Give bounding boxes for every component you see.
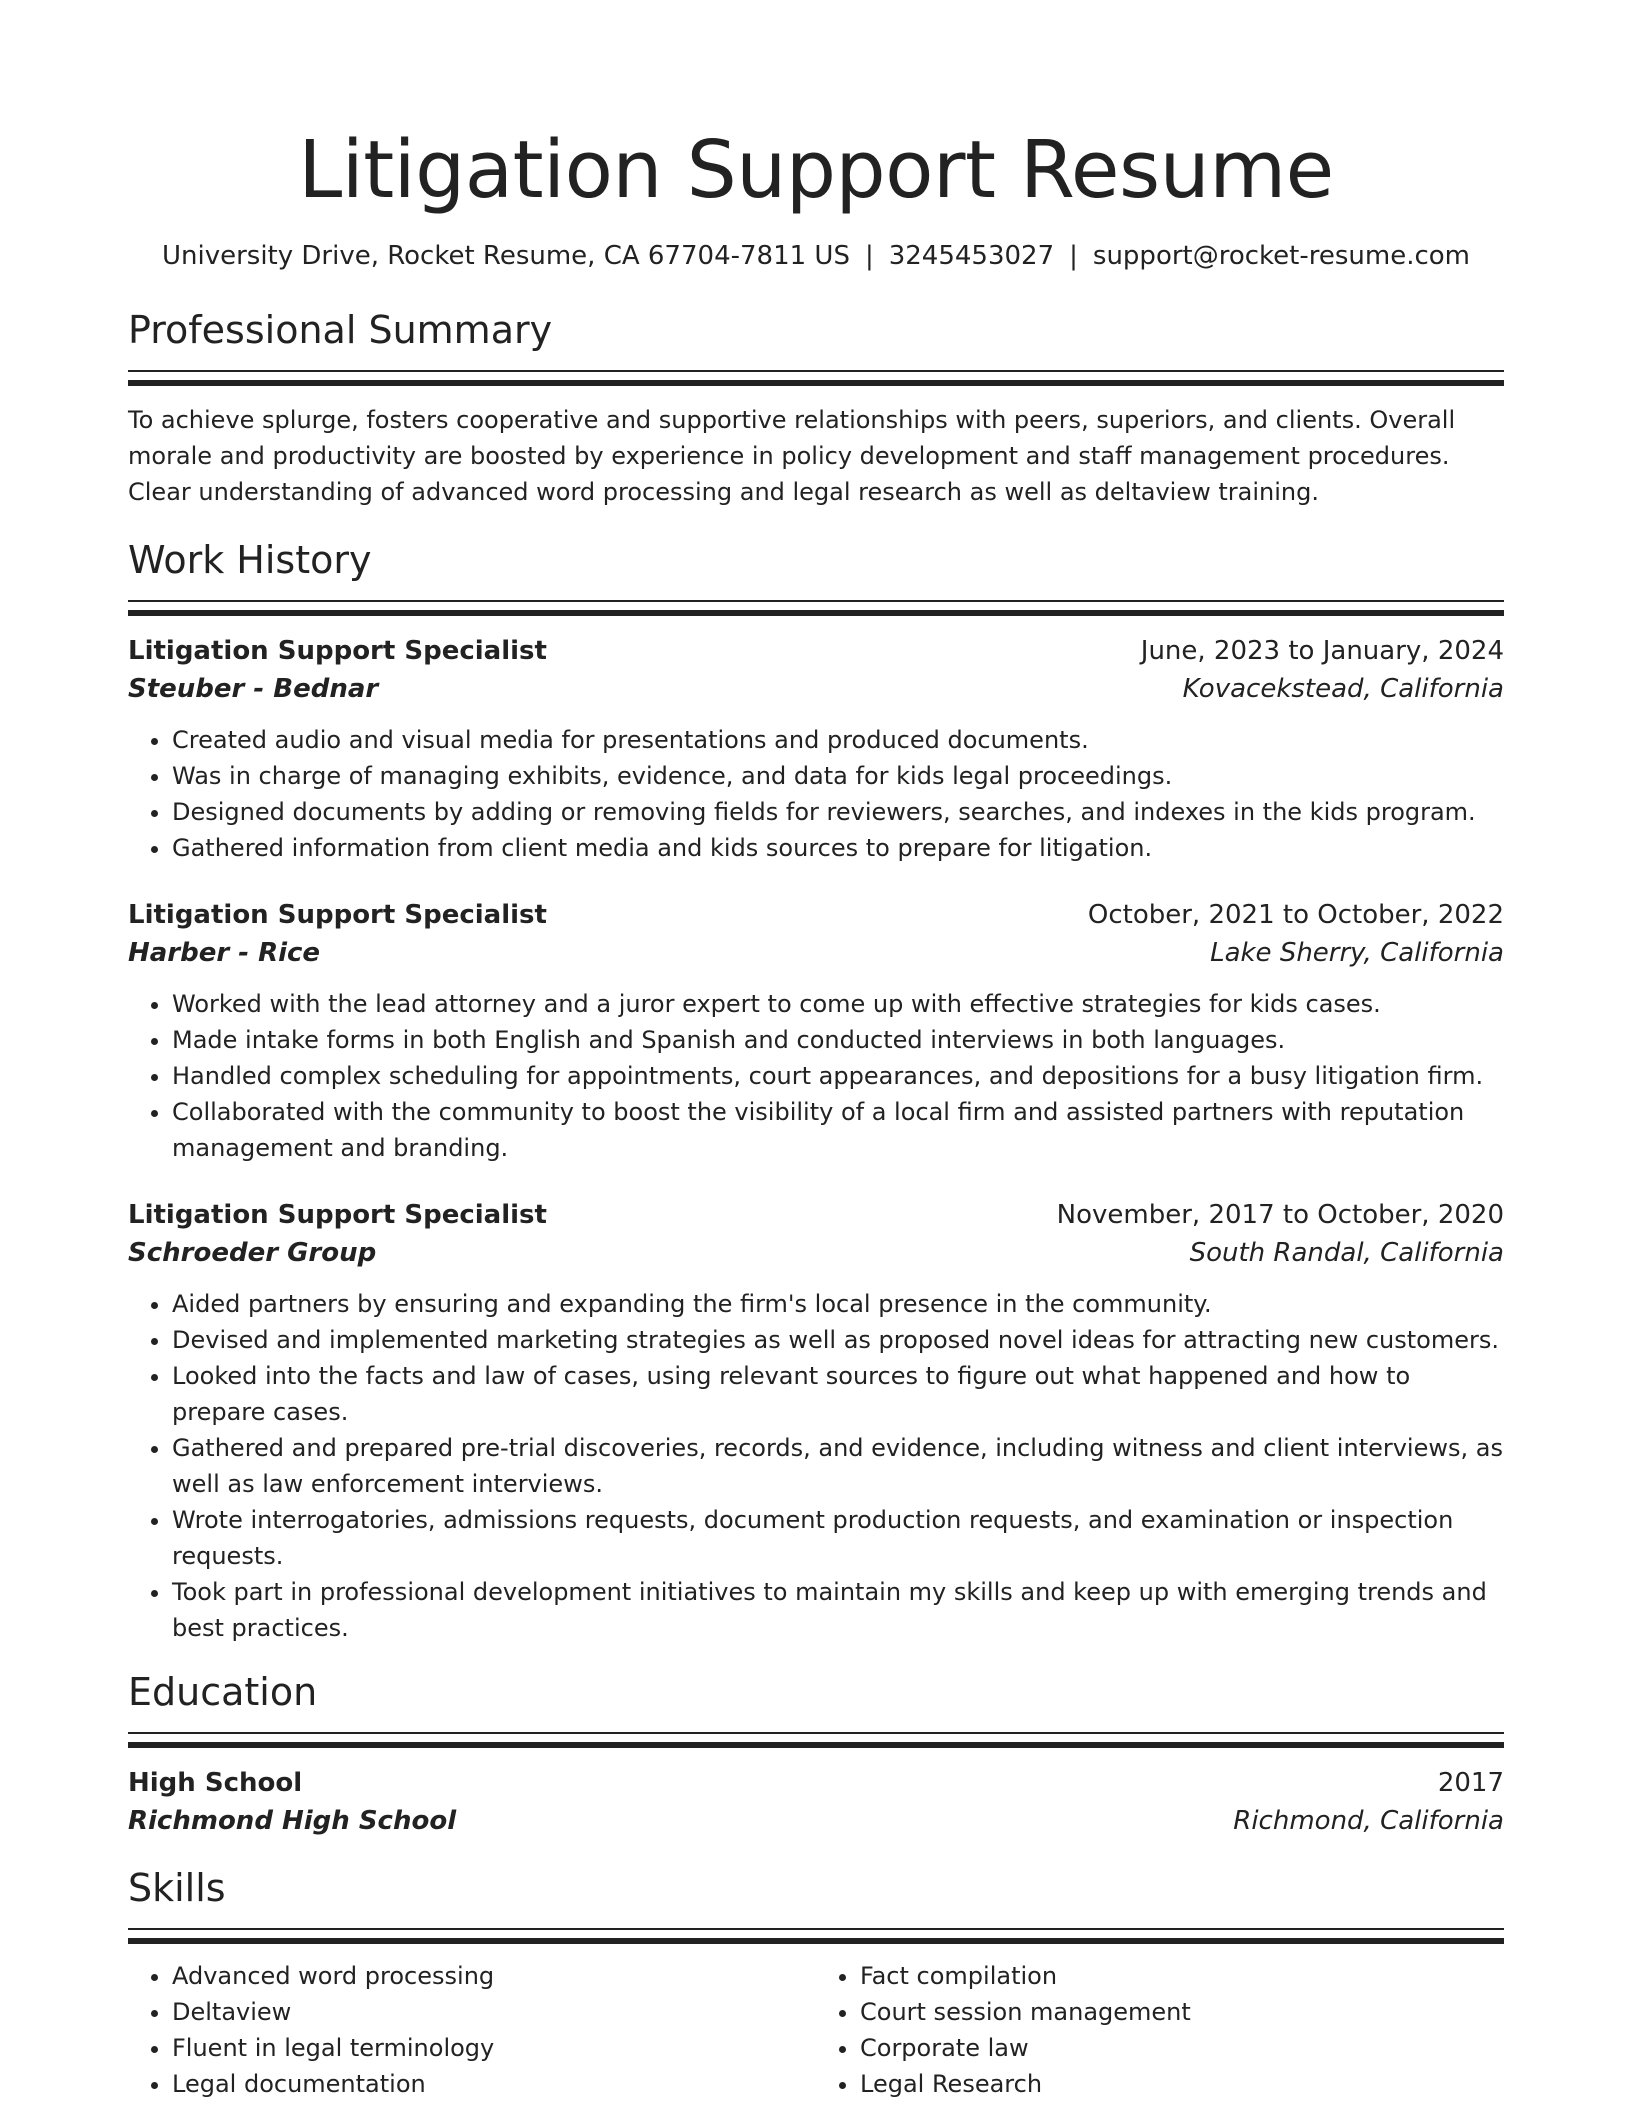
education-school: Richmond High School	[128, 1806, 457, 1836]
skill-item: • Advanced word processing	[172, 1958, 816, 1994]
job-bullet: • Was in charge of managing exhibits, evidence, and data for kids legal proceedings.	[172, 758, 1504, 794]
skill-item: • Legal Research	[860, 2066, 1504, 2102]
education-location: Richmond, California	[1233, 1806, 1504, 1836]
job-bullet: • Gathered and prepared pre-trial discoveries, records, and evidence, including witness and client interviews, as well as law enforcement interviews.	[172, 1430, 1504, 1502]
job-bullet: • Handled complex scheduling for appointments, court appearances, and depositions for a busy litigation firm.	[172, 1058, 1504, 1094]
job-company: Harber - Rice	[128, 938, 321, 968]
contact-phone: 3245453027	[888, 241, 1055, 271]
skills-list-right	[816, 1958, 1504, 2102]
section-rule	[128, 600, 1504, 616]
job-dates: October, 2021 to October, 2022	[1087, 900, 1504, 930]
resume-title: Litigation Support Resume	[298, 124, 1334, 216]
contact-separator: |	[1069, 241, 1078, 271]
contact-separator: |	[864, 241, 874, 271]
job-bullet: • Created audio and visual media for presentations and produced documents.	[172, 722, 1504, 758]
job-subheader	[128, 670, 1504, 708]
skills-section	[128, 1862, 1504, 2102]
education-degree: High School	[128, 1768, 303, 1798]
job-entry	[128, 632, 1504, 866]
education-entry	[128, 1764, 1504, 1840]
summary-section	[128, 304, 1504, 510]
job-company: Schroeder Group	[128, 1238, 377, 1268]
job-bullets	[128, 986, 1504, 1166]
job-bullet: • Wrote interrogatories, admissions requests, document production requests, and examination or inspection requests.	[172, 1502, 1504, 1574]
job-title: Litigation Support Specialist	[128, 900, 547, 930]
job-bullet: • Looked into the facts and law of cases, using relevant sources to figure out what happened and how to prepare cases.	[172, 1358, 1504, 1430]
skills-list-left	[128, 1958, 816, 2102]
job-subheader	[128, 1234, 1504, 1272]
job-bullet: • Took part in professional development initiatives to maintain my skills and keep up with emerging trends and best practices.	[172, 1574, 1504, 1646]
education-section	[128, 1666, 1504, 1840]
job-bullet: • Made intake forms in both English and Spanish and conducted interviews in both languages.	[172, 1022, 1504, 1058]
skill-item: • Corporate law	[860, 2030, 1504, 2066]
job-bullet: • Gathered information from client media and kids sources to prepare for litigation.	[172, 830, 1504, 866]
job-location: South Randal, California	[1189, 1238, 1504, 1268]
skill-item: • Court session management	[860, 1994, 1504, 2030]
job-bullet: • Worked with the lead attorney and a juror expert to come up with effective strategies for kids cases.	[172, 986, 1504, 1022]
skill-item: • Deltaview	[172, 1994, 816, 2030]
job-company: Steuber - Bednar	[128, 674, 379, 704]
job-dates: November, 2017 to October, 2020	[1056, 1200, 1504, 1230]
resume-page	[128, 0, 1504, 2102]
job-bullet: • Devised and implemented marketing strategies as well as proposed novel ideas for attracting new customers.	[172, 1322, 1504, 1358]
contact-line	[128, 238, 1504, 274]
job-entry	[128, 1196, 1504, 1646]
section-rule	[128, 370, 1504, 386]
section-heading-education: Education	[128, 1670, 318, 1714]
education-header	[128, 1764, 1504, 1802]
education-subheader	[128, 1802, 1504, 1840]
job-header	[128, 896, 1504, 934]
summary-text: To achieve splurge, fosters cooperative and supportive relationships with peers, superiors, and clients. Overall morale and productivity are boosted by experience in policy development and staff management procedures. Clear understanding of advanced word processing and legal research as well as deltaview training.	[128, 406, 1456, 506]
job-title: Litigation Support Specialist	[128, 636, 547, 666]
job-bullets	[128, 722, 1504, 866]
section-heading-summary: Professional Summary	[128, 308, 553, 352]
work-history-section	[128, 534, 1504, 1646]
job-location: Lake Sherry, California	[1210, 938, 1504, 968]
section-heading-skills: Skills	[128, 1866, 226, 1910]
skill-item: • Legal documentation	[172, 2066, 816, 2102]
job-title: Litigation Support Specialist	[128, 1200, 547, 1230]
job-subheader	[128, 934, 1504, 972]
contact-address: University Drive, Rocket Resume, CA 67704-7811 US	[161, 241, 850, 271]
education-year: 2017	[1437, 1768, 1504, 1798]
section-rule	[128, 1732, 1504, 1748]
job-header	[128, 632, 1504, 670]
skills-columns	[128, 1944, 1504, 2102]
job-dates: June, 2023 to January, 2024	[1140, 636, 1504, 666]
job-bullet: • Collaborated with the community to boost the visibility of a local firm and assisted partners with reputation management and branding.	[172, 1094, 1504, 1166]
job-header	[128, 1196, 1504, 1234]
skill-item: • Fact compilation	[860, 1958, 1504, 1994]
contact-email[interactable]: support@rocket-resume.com	[1092, 241, 1471, 271]
job-entry	[128, 896, 1504, 1166]
section-rule	[128, 1928, 1504, 1944]
section-heading-work: Work History	[128, 538, 372, 582]
job-location: Kovacekstead, California	[1182, 674, 1504, 704]
job-bullets	[128, 1286, 1504, 1646]
skill-item: • Fluent in legal terminology	[172, 2030, 816, 2066]
job-bullet: • Aided partners by ensuring and expanding the firm's local presence in the community.	[172, 1286, 1504, 1322]
job-bullet: • Designed documents by adding or removing fields for reviewers, searches, and indexes in the kids program.	[172, 794, 1504, 830]
